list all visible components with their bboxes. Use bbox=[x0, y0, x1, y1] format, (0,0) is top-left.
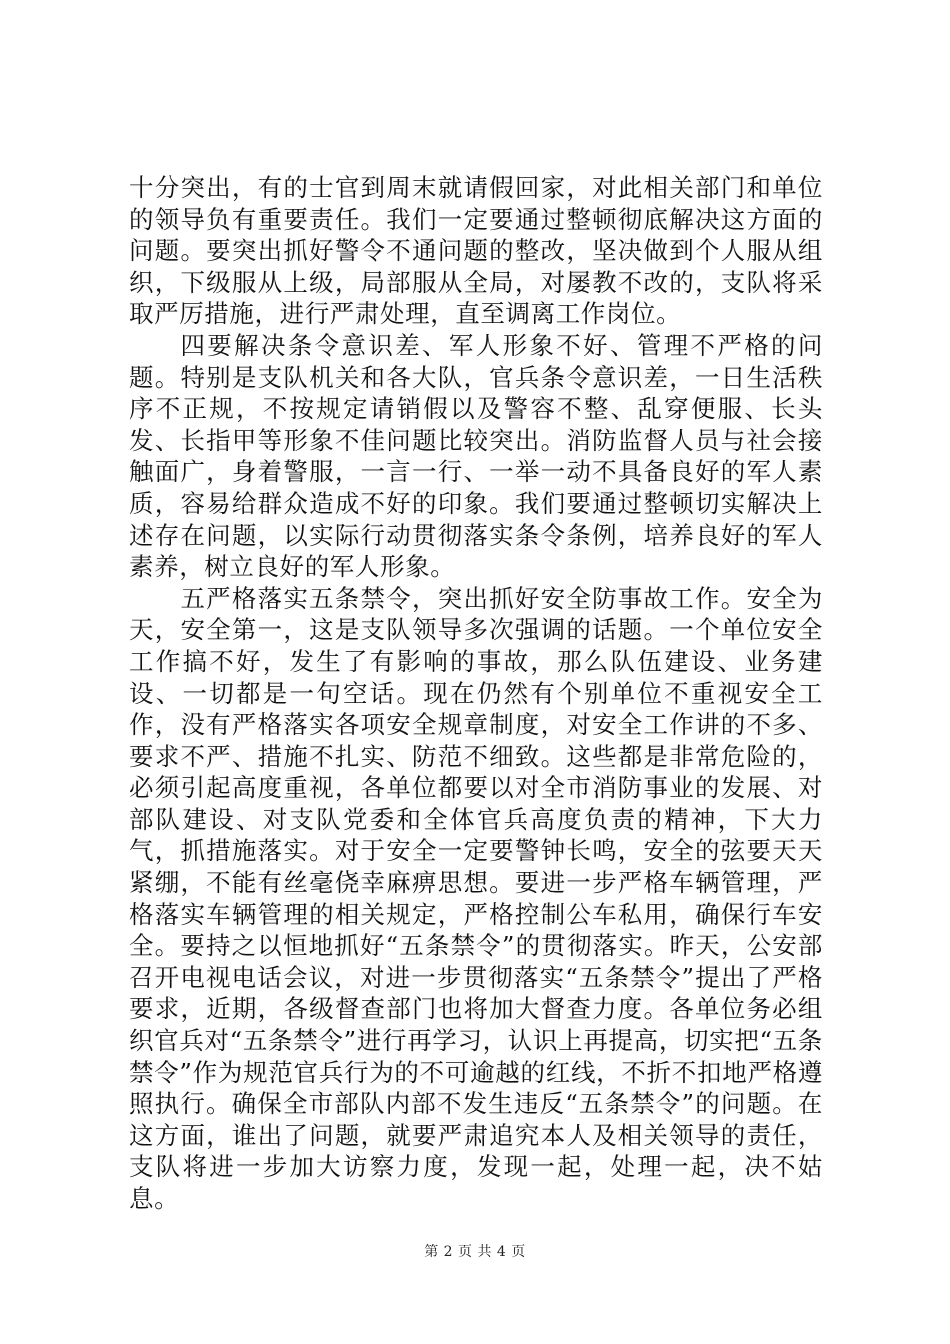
page-number-footer: 第 2 页 共 4 页 bbox=[424, 1244, 526, 1260]
paragraph-continuation: 十分突出，有的士官到周末就请假回家，对此相关部门和单位的领导负有重要责任。我们一定要通过整顿彻底解决这方面的问题。要突出抓好警令不通问题的整改，坚决做到个人服从组织，下级服从上级，局部服从全局，对屡教不改的，支队将采取严厉措施，进行严肃处理，直至调离工作岗位。 bbox=[129, 173, 823, 329]
paragraph-item-five: 五严格落实五条禁令，突出抓好安全防事故工作。安全为天，安全第一，这是支队领导多次强调的话题。一个单位安全工作搞不好，发生了有影响的事故，那么队伍建设、业务建设、一切都是一句空话。现在仍然有个别单位不重视安全工作，没有严格落实各项安全规章制度，对安全工作讲的不多、要求不严、措施不扎实、防范不细致。这些都是非常危险的，必须引起高度重视，各单位都要以对全市消防事业的发展、对部队建设、对支队党委和全体官兵高度负责的精神，下大力气，抓措施落实。对于安全一定要警钟长鸣，安全的弦要天天紧绷，不能有丝毫侥幸麻痹思想。要进一步严格车辆管理，严格落实车辆管理的相关规定，严格控制公车私用，确保行车安全。要持之以恒地抓好“五条禁令”的贯彻落实。昨天，公安部召开电视电话会议，对进一步贯彻落实“五条禁令”提出了严格要求，近期，各级督查部门也将加大督查力度。各单位务必组织官兵对“五条禁令”进行再学习，认识上再提高，切实把“五条禁令”作为规范官兵行为的不可逾越的红线，不折不扣地严格遵照执行。确保全市部队内部不发生违反“五条禁令”的问题。在这方面，谁出了问题，就要严肃追究本人及相关领导的责任，支队将进一步加大访察力度，发现一起，处理一起，决不姑息。 bbox=[129, 583, 823, 1213]
document-body bbox=[129, 172, 823, 1215]
paragraph-item-four: 四要解决条令意识差、军人形象不好、管理不严格的问题。特别是支队机关和各大队，官兵条令意识差，一日生活秩序不正规，不按规定请销假以及警容不整、乱穿便服、长头发、长指甲等形象不佳问题比较突出。消防监督人员与社会接触面广，身着警服，一言一行、一举一动不具备良好的军人素质，容易给群众造成不好的印象。我们要通过整顿切实解决上述存在问题，以实际行动贯彻落实条令条例，培养良好的军人素养，树立良好的军人形象。 bbox=[129, 330, 823, 582]
